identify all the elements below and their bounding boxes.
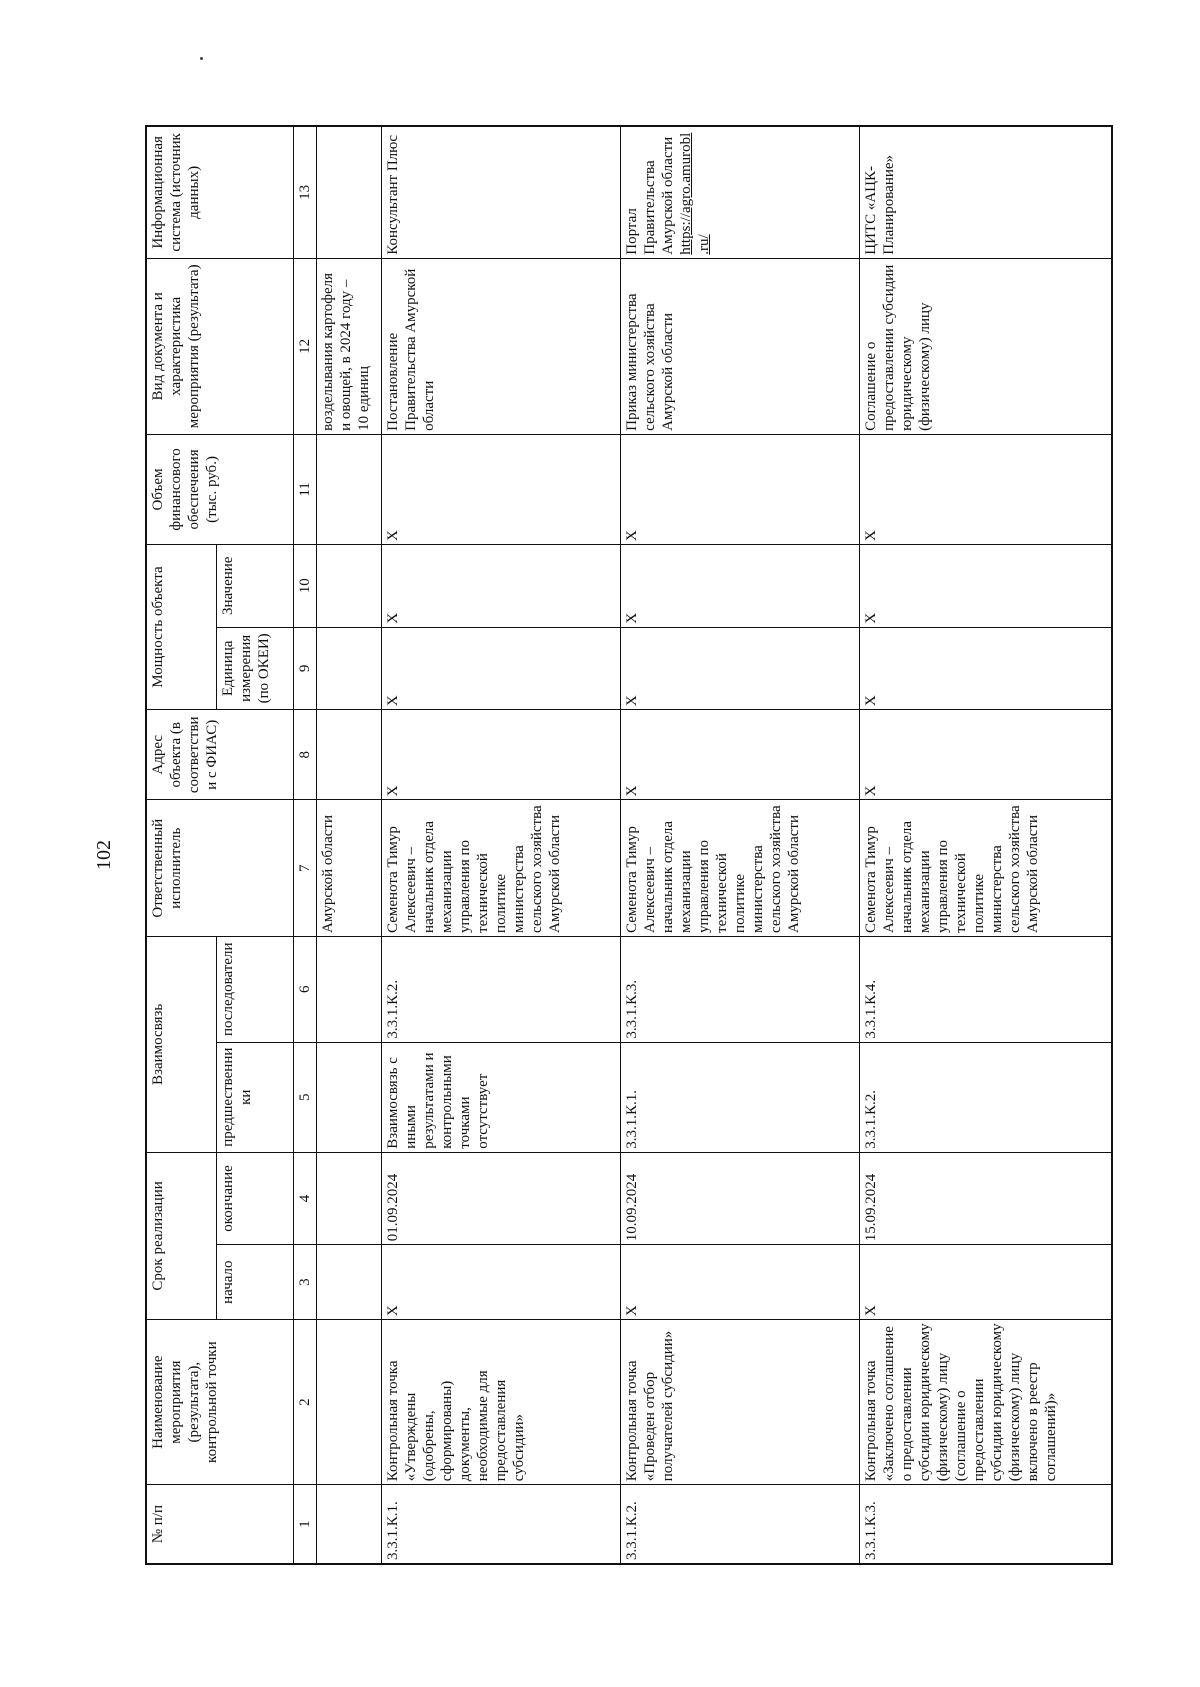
header-relation: Взаимосвязь (146, 936, 217, 1152)
cell-empty (317, 1320, 382, 1485)
header-address: Адрес объекта (в соответствии с ФИАС) (146, 710, 294, 800)
cell-successors: 3.3.1.К.2. (382, 936, 621, 1042)
column-number: 11 (294, 434, 317, 544)
cell-info-system: ЦИТС «АЦК-Планирование» (859, 126, 1112, 258)
cell-start: Х (382, 1245, 621, 1320)
cell-num: 3.3.1.К.2. (620, 1485, 859, 1564)
cell-predecessors: 3.3.1.К.1. (620, 1042, 859, 1152)
cell-empty (317, 710, 382, 800)
header-num: № п/п (146, 1485, 294, 1564)
header-doc-type: Вид документа и характеристика мероприятия (результата) (146, 258, 294, 434)
cell-address: Х (620, 710, 859, 800)
column-number: 4 (294, 1152, 317, 1245)
cell-name: Контрольная точка «Заключено соглашение о предоставлении субсидии юридическому (физическому) лицу (соглашение о предоставлении субсидии юридическому (физическому) лицу включено в реестр соглашений)» (859, 1320, 1112, 1485)
header-unit: Единица измерения (по ОКЕИ) (217, 627, 294, 710)
cell-empty (317, 936, 382, 1042)
cell-empty (317, 126, 382, 258)
cell-empty (317, 1042, 382, 1152)
cell-address: Х (382, 710, 621, 800)
header-term-start: начало (217, 1245, 294, 1320)
cell-executor: Семенота Тимур Алексеевич – начальник отдела механизации управления по технической политике министерства сельского хозяйства Амурской области (620, 800, 859, 937)
column-number: 6 (294, 936, 317, 1042)
table-row (859, 126, 1112, 1564)
rotated-table-container (145, 125, 1113, 1565)
cell-unit: Х (620, 627, 859, 710)
table-row (382, 126, 621, 1564)
cell-value: Х (859, 544, 1112, 627)
header-value: Значение (217, 544, 294, 627)
header-finance: Объем финансового обеспечения (тыс. руб.) (146, 434, 294, 544)
cell-info-system (620, 126, 859, 258)
header-executor: Ответственный исполнитель (146, 800, 294, 937)
cell-executor-continued: Амурской области (317, 800, 382, 937)
cell-successors: 3.3.1.К.3. (620, 936, 859, 1042)
cell-empty (317, 627, 382, 710)
cell-predecessors: Взаимосвязь с иными результатами и контрольными точками отсутствует (382, 1042, 621, 1152)
column-number: 8 (294, 710, 317, 800)
cell-name: Контрольная точка «Утверждены (одобрены, сформированы) документы, необходимые для предоставления субсидии» (382, 1320, 621, 1485)
column-number: 7 (294, 800, 317, 937)
column-number: 9 (294, 627, 317, 710)
column-number: 5 (294, 1042, 317, 1152)
cell-empty (317, 1245, 382, 1320)
cell-executor: Семенота Тимур Алексеевич – начальник отдела механизации управления по технической политике министерства сельского хозяйства Амурской области (859, 800, 1112, 937)
cell-empty (317, 1152, 382, 1245)
info-system-text: Портал Правительства Амурской области (623, 136, 676, 255)
cell-executor: Семенота Тимур Алексеевич – начальник отдела механизации управления по технической политике министерства сельского хозяйства Амурской области (382, 800, 621, 937)
cell-finance: Х (620, 434, 859, 544)
cell-start: Х (620, 1245, 859, 1320)
header-name: Наименование мероприятия (результата), контрольной точки (146, 1320, 294, 1485)
column-number-row (294, 126, 317, 1564)
table-row (620, 126, 859, 1564)
continuation-row (317, 126, 382, 1564)
cell-info-system: Консультант Плюс (382, 126, 621, 258)
header-term-end: окончание (217, 1152, 294, 1245)
cell-doc-continued: возделывания картофеля и овощей, в 2024 году – 10 единиц (317, 258, 382, 434)
column-number: 1 (294, 1485, 317, 1564)
header-info-system: Информационная система (источник данных) (146, 126, 294, 258)
page-number: 102 (93, 840, 115, 870)
cell-unit: Х (859, 627, 1112, 710)
header-row-1 (146, 126, 217, 1564)
header-capacity: Мощность объекта (146, 544, 217, 709)
column-number: 2 (294, 1320, 317, 1485)
scan-speck (200, 57, 203, 60)
cell-value: Х (382, 544, 621, 627)
header-predecessors: предшественники (217, 1042, 294, 1152)
column-number: 3 (294, 1245, 317, 1320)
cell-start: Х (859, 1245, 1112, 1320)
column-number: 13 (294, 126, 317, 258)
column-number: 10 (294, 544, 317, 627)
cell-unit: Х (382, 627, 621, 710)
cell-address: Х (859, 710, 1112, 800)
cell-num: 3.3.1.К.1. (382, 1485, 621, 1564)
cell-doc-type: Соглашение о предоставлении субсидии юридическому (физическому) лицу (859, 258, 1112, 434)
cell-end: 10.09.2024 (620, 1152, 859, 1245)
cell-name: Контрольная точка «Проведен отбор получателей субсидии» (620, 1320, 859, 1485)
cell-end: 15.09.2024 (859, 1152, 1112, 1245)
cell-num: 3.3.1.К.3. (859, 1485, 1112, 1564)
cell-finance: Х (382, 434, 621, 544)
cell-doc-type: Постановление Правительства Амурской области (382, 258, 621, 434)
cell-empty (317, 1485, 382, 1564)
cell-empty (317, 434, 382, 544)
header-term: Срок реализации (146, 1152, 217, 1319)
cell-predecessors: 3.3.1.К.2. (859, 1042, 1112, 1152)
cell-value: Х (620, 544, 859, 627)
column-number: 12 (294, 258, 317, 434)
cell-end: 01.09.2024 (382, 1152, 621, 1245)
cell-finance: Х (859, 434, 1112, 544)
cell-empty (317, 544, 382, 627)
cell-successors: 3.3.1.К.4. (859, 936, 1112, 1042)
header-successors: последователи (217, 936, 294, 1042)
activity-plan-table (145, 125, 1113, 1565)
portal-link[interactable]: https://agro.amurobl.ru/ (677, 132, 712, 255)
cell-doc-type: Приказ министерства сельского хозяйства Амурской области (620, 258, 859, 434)
